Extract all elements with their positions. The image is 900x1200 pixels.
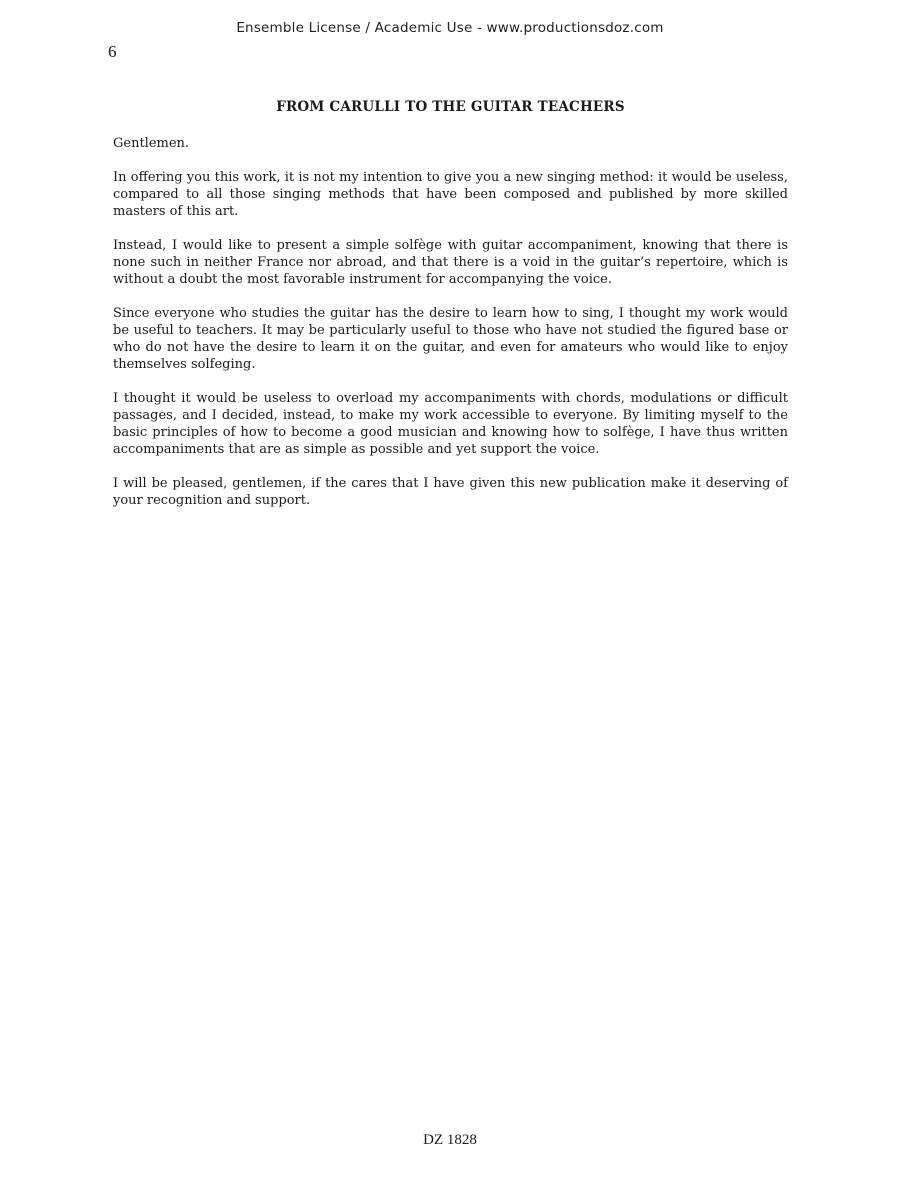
paragraph-3: Since everyone who studies the guitar has the desire to learn how to sing, I thought my work would be useful to teachers. It may be particularly useful to those who have not studied the figured base or who do not have the desire to learn it on the guitar, and even for amateurs who would like to enjoy themselves solfeging. — [113, 306, 788, 372]
document-title: FROM CARULLI TO THE GUITAR TEACHERS — [276, 99, 625, 115]
salutation: Gentlemen. — [113, 136, 190, 151]
document-body — [113, 99, 788, 526]
license-header: Ensemble License / Academic Use - www.productionsdoz.com — [236, 20, 664, 36]
catalog-number-footer: DZ 1828 — [423, 1132, 477, 1148]
paragraph-5: I will be pleased, gentlemen, if the cares that I have given this new publication make it deserving of your recognition and support. — [113, 476, 788, 508]
paragraph-1: In offering you this work, it is not my intention to give you a new singing method: it would be useless, compared to all those singing methods that have been composed and published by more skilled masters of this art. — [113, 170, 788, 219]
paragraph-2: Instead, I would like to present a simple solfège with guitar accompaniment, knowing that there is none such in neither France nor abroad, and that there is a void in the guitar’s repertoire, which is without a doubt the most favorable instrument for accompanying the voice. — [113, 238, 788, 287]
paragraph-4: I thought it would be useless to overload my accompaniments with chords, modulations or difficult passages, and I decided, instead, to make my work accessible to everyone. By limiting myself to the basic principles of how to become a good musician and knowing how to solfège, I have thus written accompaniments that are as simple as possible and yet support the voice. — [113, 391, 788, 457]
page-number: 6 — [108, 42, 117, 61]
